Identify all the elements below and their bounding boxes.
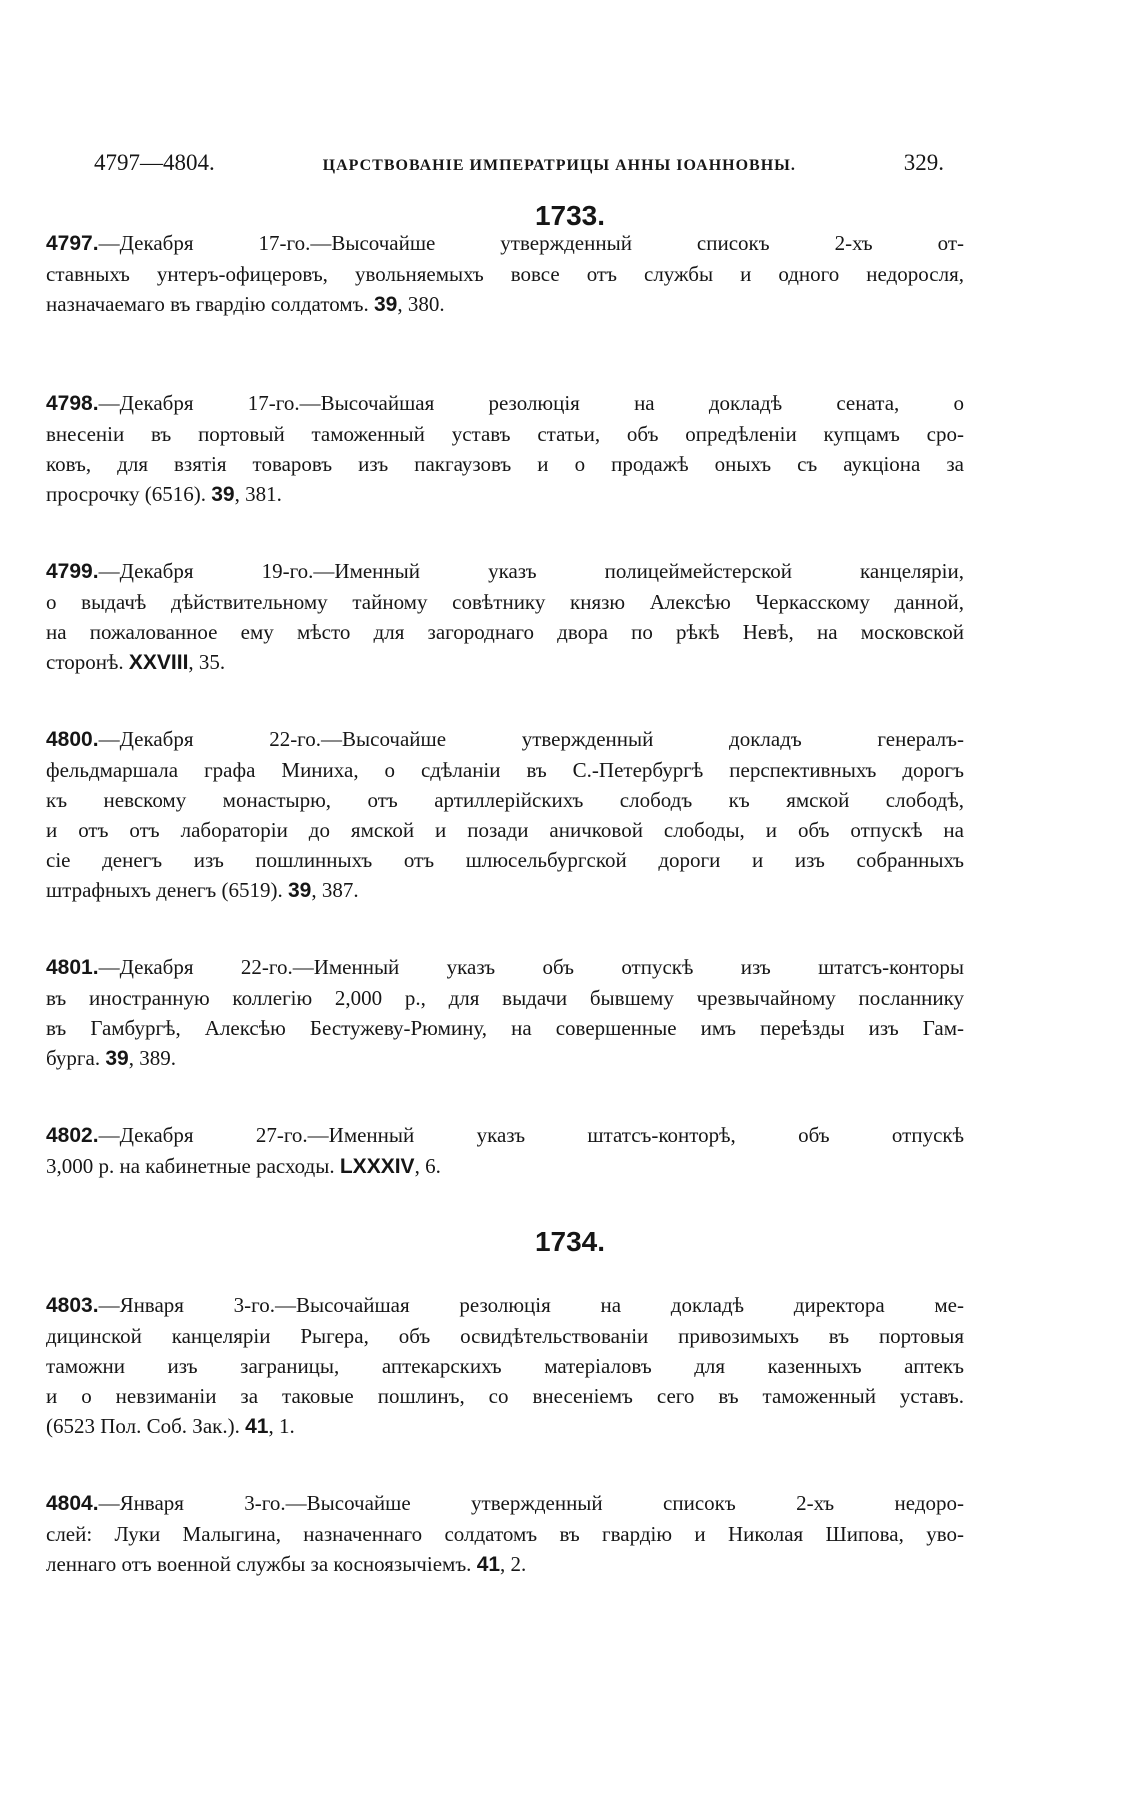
entry-line: о выдачѣ дѣйствительному тайному совѣтнику князю Алексѣю Черкасскому данной, [46,590,964,614]
year-heading: 1733. [534,200,606,231]
entry-line: —Января 3-го.—Высочайше утвержденный списокъ 2-хъ недоро- [98,1491,964,1515]
entry-line: —Декабря 19-го.—Именный указъ полицеймейстерской канцеляріи, [98,559,964,583]
entry-line: ковъ, для взятія товаровъ изъ пакгаузовъ и о продажѣ оныхъ съ аукціона за [46,452,964,476]
entry-line: —Декабря 27-го.—Именный указъ штатсъ-конторѣ, объ отпускѣ [98,1123,964,1147]
entry-number: 4801. [46,956,99,979]
entry-number: 4800. [46,728,99,751]
entry-4798 [46,388,964,510]
entry-4803 [46,1290,964,1442]
entry-line: просрочку (6516). [46,482,206,506]
entry-line: —Декабря 22-го.—Высочайше утвержденный докладъ генералъ- [98,727,964,751]
entry-number: 4804. [46,1492,99,1515]
entry-line: ставныхъ унтеръ-офицеровъ, увольняемыхъ вовсе отъ службы и одного недоросля, [46,262,964,286]
volume-ref: 39 [287,879,312,902]
page-header [94,150,944,176]
page-ref: , 2. [500,1552,527,1576]
volume-ref: 39 [373,293,398,316]
page-number: 329. [903,150,944,175]
volume-ref: 39 [105,1047,129,1070]
entry-line: штрафныхъ денегъ (6519). [46,878,283,902]
entry-range: 4797—4804. [94,150,215,175]
entry-line: (6523 Пол. Соб. Зак.). [46,1414,240,1438]
entry-line: бурга. [46,1046,101,1070]
entry-4801 [46,952,964,1074]
entry-line: и о невзиманіи за таковые пошлинъ, со внесеніемъ сего въ таможенный уставъ. [46,1384,964,1408]
entry-line: фельдмаршала графа Миниха, о сдѣланіи въ С.-Петербургѣ перспективныхъ дорогъ [46,758,964,782]
entry-line: —Декабря 22-го.—Именный указъ объ отпускѣ изъ штатсъ-конторы [98,955,964,979]
entry-line: слей: Луки Малыгина, назначеннаго солдатомъ въ гвардію и Николая Шипова, уво- [46,1522,964,1546]
entry-line: внесеніи въ портовый таможенный уставъ статьи, объ опредѣленіи купцамъ сро- [46,422,964,446]
entry-number: 4803. [46,1294,99,1317]
page-ref: , 6. [414,1154,441,1178]
page-ref: , 381. [234,482,282,506]
entry-line: къ невскому монастырю, отъ артиллерійскихъ слободъ къ ямской слободѣ, [46,788,964,812]
volume-ref: 39 [211,483,235,506]
entry-line: 3,000 р. на кабинетные расходы. [46,1154,335,1178]
entry-line: —Декабря 17-го.—Высочайше утвержденный списокъ 2-хъ от- [98,231,964,255]
entry-line: сіе денегъ изъ пошлинныхъ отъ шлюсельбургской дороги и изъ собранныхъ [46,848,964,872]
entry-4804 [46,1488,964,1580]
entry-line: сторонѣ. [46,650,124,674]
entry-line: и отъ отъ лабораторіи до ямской и позади аничковой слободы, и объ отпускѣ на [46,818,964,842]
volume-ref: 41 [476,1553,501,1576]
entry-number: 4799. [46,560,99,583]
year-heading: 1734. [534,1226,606,1257]
entry-line: таможни изъ заграницы, аптекарскихъ матеріаловъ для казенныхъ аптекъ [46,1354,964,1378]
entry-line: леннаго отъ военной службы за косноязычіемъ. [46,1552,472,1576]
entry-line: назначаемаго въ гвардію солдатомъ. [46,292,369,316]
entry-4802 [46,1120,964,1182]
entry-line: —Января 3-го.—Высочайшая резолюція на докладѣ директора ме- [98,1293,964,1317]
entry-line: въ иностранную коллегію 2,000 р., для выдачи бывшему чрезвычайному посланнику [46,986,964,1010]
entry-line: на пожалованное ему мѣсто для загороднаго двора по рѣкѣ Невѣ, на московской [46,620,964,644]
page-ref: , 380. [397,292,445,316]
entry-line: дицинской канцеляріи Рыгера, объ освидѣтельствованіи привозимыхъ въ портовыя [46,1324,964,1348]
volume-ref: 41 [245,1415,269,1438]
entry-number: 4797. [46,232,99,255]
entry-4797 [46,228,964,320]
page-ref: , 35. [188,650,226,674]
page-ref: , 1. [268,1414,295,1438]
entry-4800 [46,724,964,906]
volume-ref: LXXXIV [339,1155,415,1178]
entry-4799 [46,556,964,678]
running-title: ЦАРСТВОВАНІЕ ИМПЕРАТРИЦЫ АННЫ ІОАННОВНЫ. [322,157,796,174]
entry-number: 4802. [46,1124,99,1147]
page-ref: , 387. [311,878,359,902]
volume-ref: XXVIII [128,651,189,674]
page-ref: , 389. [128,1046,176,1070]
entry-line: —Декабря 17-го.—Высочайшая резолюція на докладѣ сената, о [98,391,964,415]
entry-number: 4798. [46,392,99,415]
entry-line: въ Гамбургѣ, Алексѣю Бестужеву-Рюмину, на совершенные имъ переѣзды изъ Гам- [46,1016,964,1040]
